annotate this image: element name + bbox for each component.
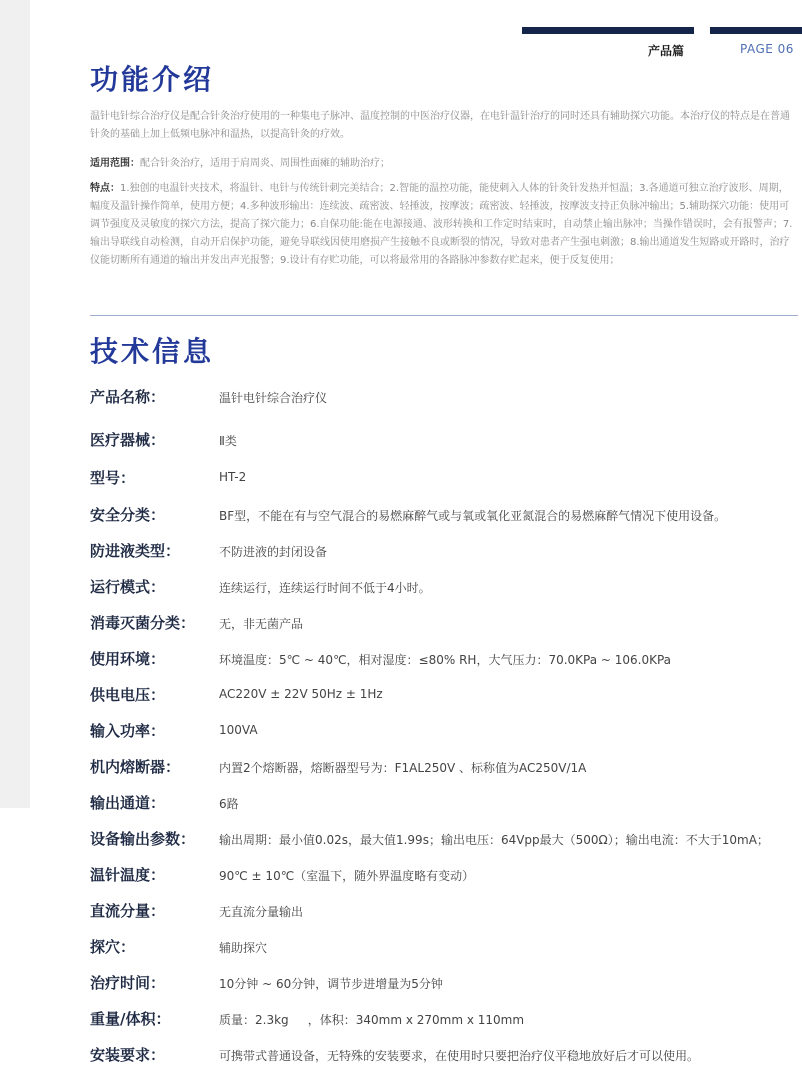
spec-value: 可携带式普通设备，无特殊的安装要求，在使用时只要把治疗仪平稳地放好后才可以使用。 [219,1049,700,1063]
spec-value: 内置2个熔断器，熔断器型号为：F1AL250V 、标称值为AC250V/1A [219,761,587,775]
spec-row-acupoint-detection [90,936,800,962]
spec-row-environment [90,648,800,674]
spec-value: 质量：2.3kg ，体积：340mm x 270mm x 110mm [219,1013,525,1027]
spec-row-sterilization [90,612,800,638]
spec-value: 无直流分量输出 [219,905,304,919]
spec-value: 辅助探穴 [219,941,268,955]
spec-value: 90℃ ± 10℃（室温下，随外界温度略有变动） [219,869,475,883]
header-bar-right [710,27,802,34]
spec-value: 无，非无菌产品 [219,617,304,631]
features-paragraph [90,180,798,270]
spec-value: AC220V ± 22V 50Hz ± 1Hz [219,687,383,701]
spec-row-needle-temperature [90,864,800,890]
page-number: PAGE 06 [740,42,794,56]
spec-key: 产品名称： [90,388,166,406]
spec-key: 探穴： [90,938,136,956]
spec-row-model [90,467,800,493]
scope-paragraph [90,155,798,173]
spec-key: 供电电压： [90,686,166,704]
scope-label: 适用范围： [90,158,140,169]
spec-row-input-power [90,720,800,746]
spec-value: 10分钟 ~ 60分钟，调节步进增量为5分钟 [219,977,443,991]
spec-key: 重量/体积： [90,1010,171,1028]
spec-key: 型号： [90,469,136,487]
spec-row-product-name [90,386,800,412]
spec-row-liquid-protection [90,540,800,566]
section-divider [90,315,798,316]
spec-key: 输入功率： [90,722,166,740]
header-bar-left [522,27,694,34]
spec-value: 不防进液的封闭设备 [219,545,328,559]
spec-row-treatment-time [90,972,800,998]
left-margin-strip [0,0,30,808]
spec-key: 医疗器械： [90,431,166,449]
spec-key: 使用环境： [90,650,166,668]
spec-row-output-params [90,828,800,854]
spec-value: 输出周期：最小值0.02s，最大值1.99s；输出电压：64Vpp最大（500Ω）；输出电流：不大于10mA； [219,833,769,847]
spec-value: HT-2 [219,470,247,484]
spec-key: 安装要求： [90,1046,166,1064]
spec-value: 连续运行，连续运行时间不低于4小时。 [219,581,431,595]
spec-row-run-mode [90,576,800,602]
spec-value: 温针电针综合治疗仪 [219,391,328,405]
spec-row-dc-component [90,900,800,926]
spec-row-fuse [90,756,800,782]
spec-key: 消毒灭菌分类： [90,614,196,632]
spec-row-safety-class [90,504,800,530]
function-intro-title: 功能介绍 [90,63,215,96]
spec-key: 机内熔断器： [90,758,181,776]
spec-value: Ⅱ类 [219,434,237,448]
spec-key: 安全分类： [90,506,166,524]
spec-value: 6路 [219,797,239,811]
spec-value: 环境温度：5℃ ~ 40℃，相对湿度：≤80% RH，大气压力：70.0KPa ~ 106.0KPa [219,653,672,667]
spec-row-weight-volume [90,1008,800,1034]
section-tag: 产品篇 [648,44,685,58]
spec-key: 设备输出参数： [90,830,196,848]
spec-row-supply-voltage [90,684,800,710]
spec-key: 温针温度： [90,866,166,884]
spec-key: 运行模式： [90,578,166,596]
features-label: 特点： [90,183,120,194]
spec-row-device-class [90,429,800,455]
features-text: 1.独创的电温针夹技术，将温针、电针与传统针刺完美结合；2.智能的温控功能，能使刺入人体的针灸针发热并恒温；3.各通道可独立治疗波形、周期，幅度及温针操作简单，使用方便；4.多种波形输出：连续波、疏密波、轻捶波，按摩波；疏密波、轻捶波，按摩波支持正负脉冲输出；5.辅助探穴功能：使用可调节强度及灵敏度的探穴方法，提高了探穴能力；6.自保功能:能在电源接通、波形转换和工作定时结束时，自动禁止输出脉冲；当操作错误时，会有报警声；7.输出导联线自动检测，自动开启保护功能，避免导联线因使用磨损产生接触不良或断裂的情况，导致对患者产生强电刺激；8.输出通道发生短路或开路时，治疗仪能切断所有通道的输出并发出声光报警；9.设计有存贮功能，可以将最常用的各路脉冲参数存贮起来，便于反复使用； [90,183,793,266]
scope-text: 配合针灸治疗，适用于肩周炎、周围性面瘫的辅助治疗； [140,158,390,169]
spec-value: 100VA [219,723,258,737]
spec-key: 输出通道： [90,794,166,812]
tech-info-title: 技术信息 [90,335,215,368]
intro-paragraph: 温针电针综合治疗仪是配合针灸治疗使用的一种集电子脉冲、温度控制的中医治疗仪器，在电针温针治疗的同时还具有辅助探穴功能。本治疗仪的特点是在普通针灸的基础上加上低频电脉冲和温热，以提高针灸的疗效。 [90,111,790,140]
spec-row-output-channels [90,792,800,818]
spec-key: 治疗时间： [90,974,166,992]
spec-key: 直流分量： [90,902,166,920]
spec-row-installation [90,1044,800,1070]
spec-value: BF型，不能在有与空气混合的易燃麻醉气或与氧或氧化亚氮混合的易燃麻醉气情况下使用设备。 [219,509,727,523]
spec-key: 防进液类型： [90,542,181,560]
